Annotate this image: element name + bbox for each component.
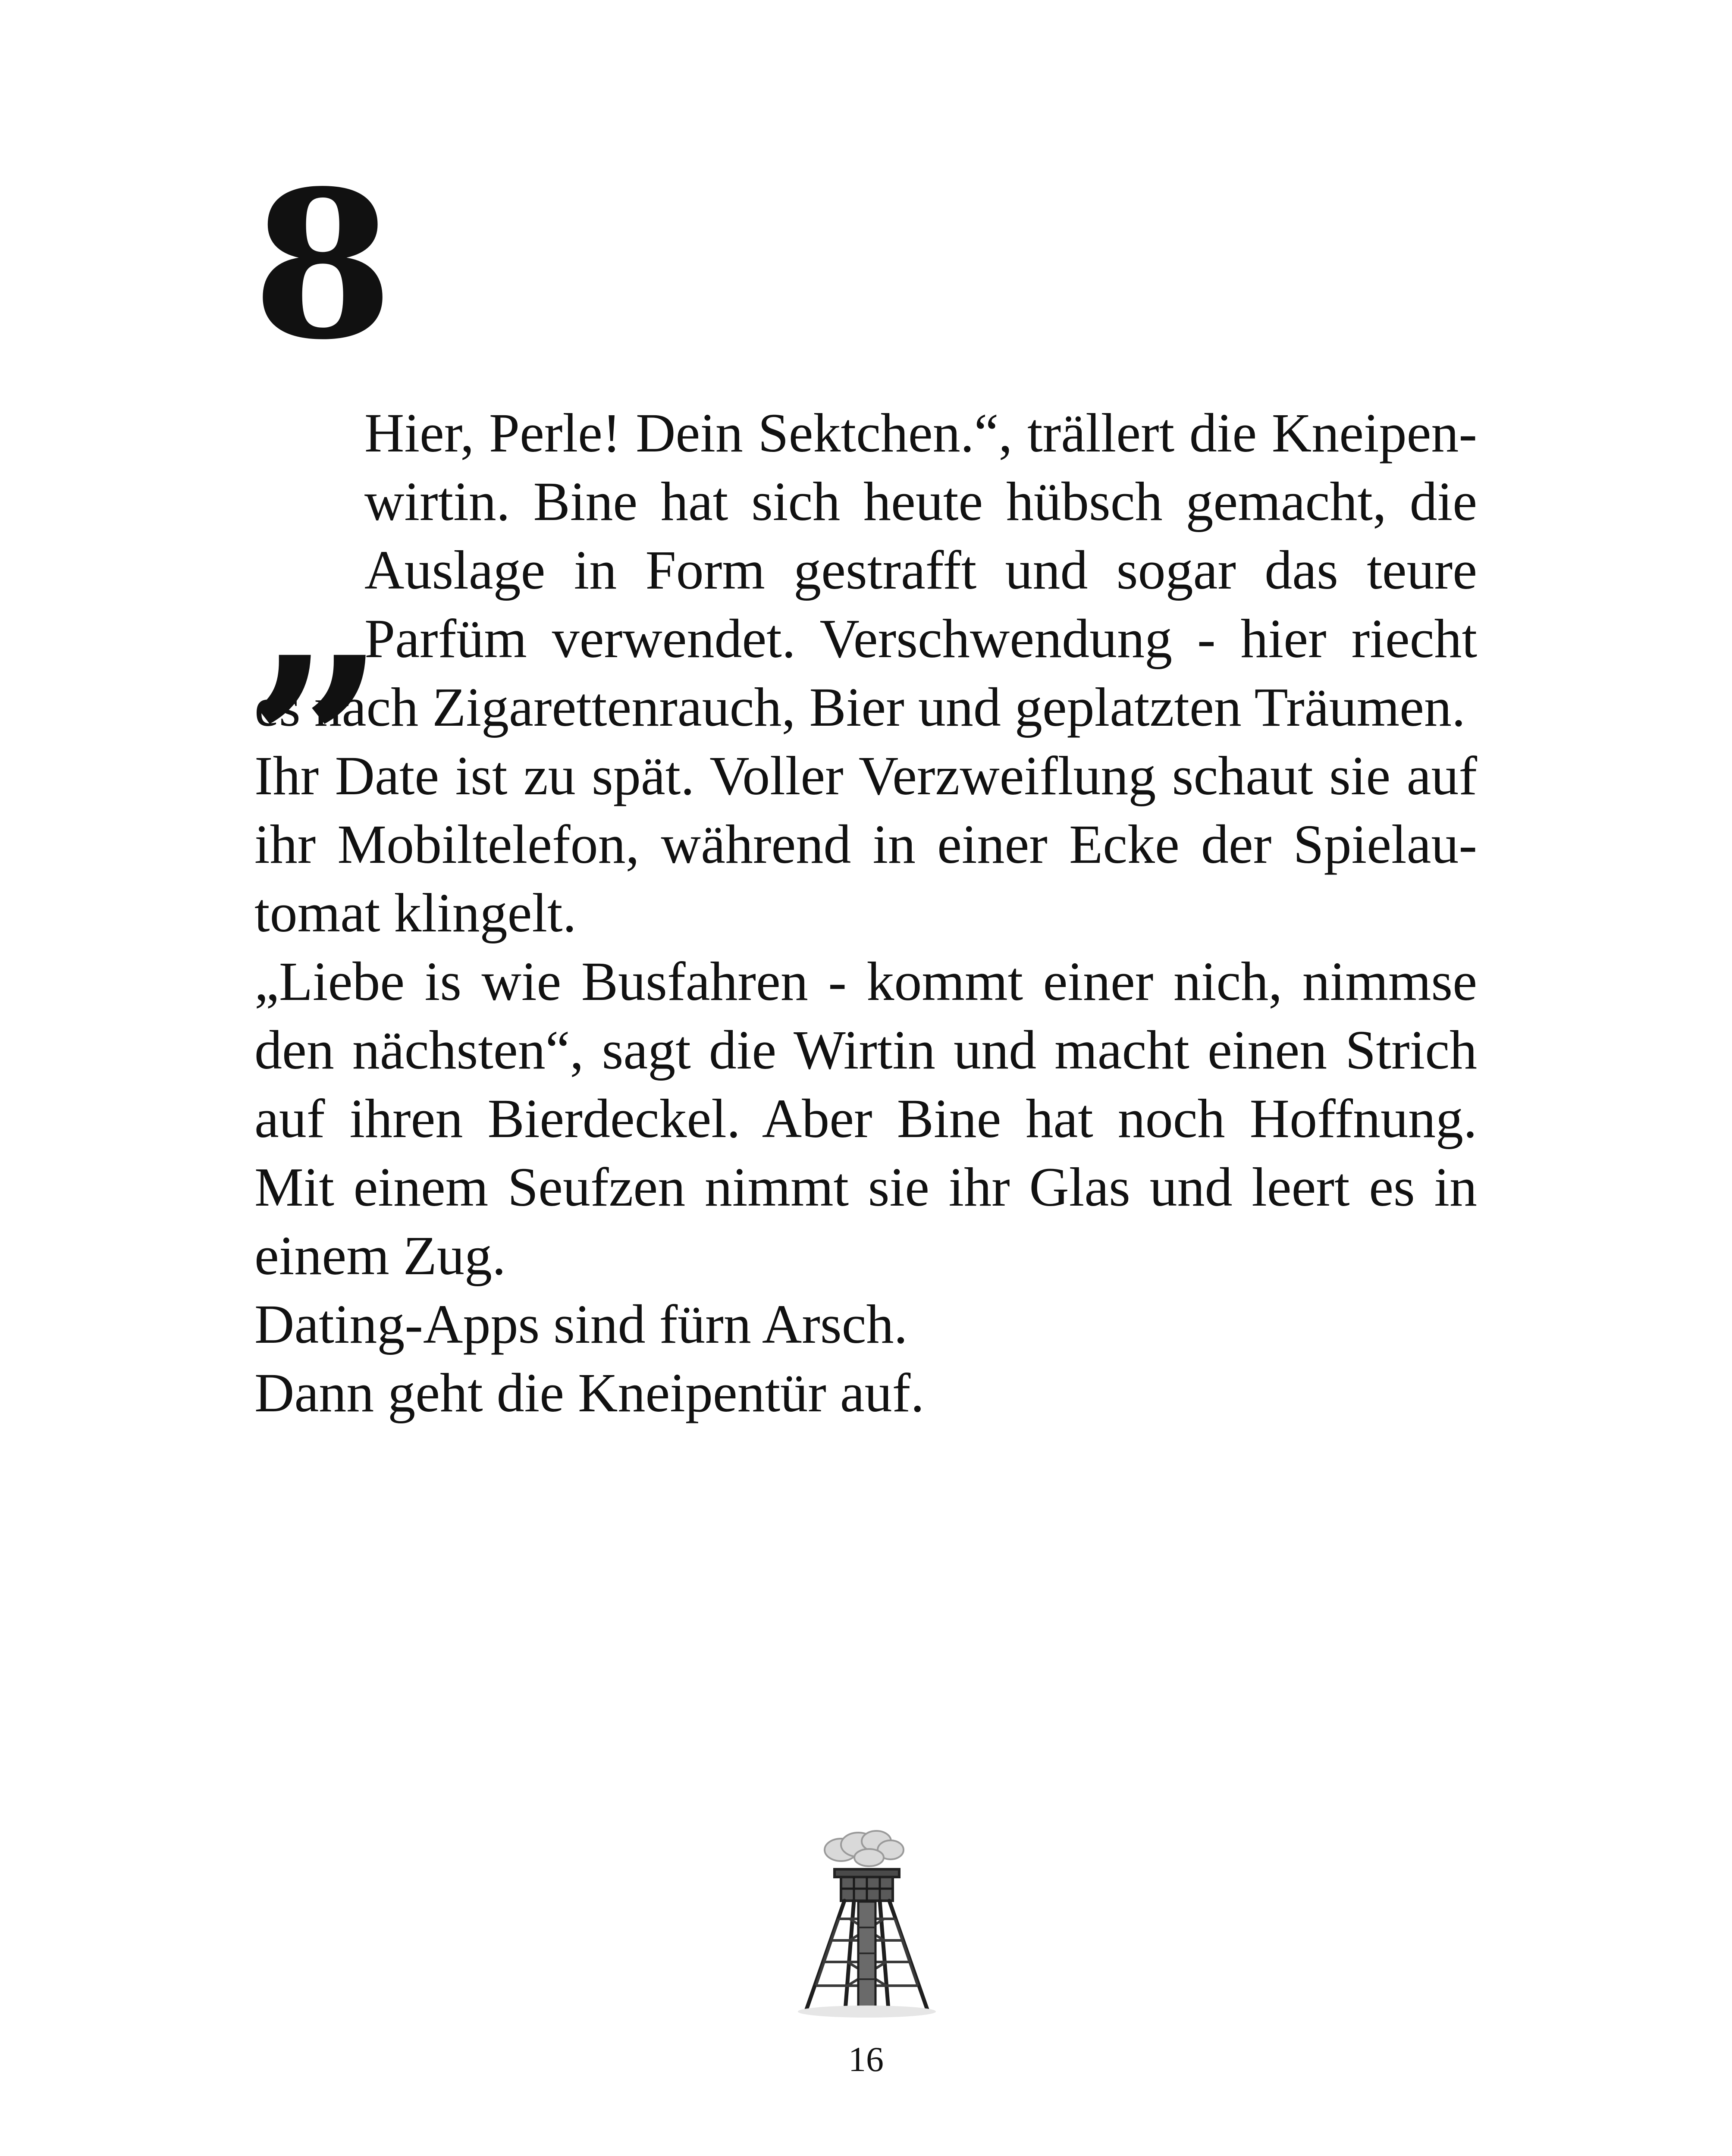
paragraph-5: Dann geht die Kneipentür auf. [254,1362,925,1423]
paragraph-3: „Liebe is wie Busfahren - kommt einer nich, nimmse den nächsten“, sagt die Wirtin und macht einen Strich auf ihren Bierdeckel. Aber Bine hat noch Hoffnung. Mit einem Seufzen nimmt sie ihr Glas und leert es in einem Zug. [254,951,1477,1286]
chapter-body [250,399,1477,1427]
page-number: 16 [848,2040,884,2079]
mine-headframe-icon [794,1828,940,2018]
paragraph-4: Dating-Apps sind fürn Arsch. [254,1294,908,1355]
drop-quote-glyph: „ [250,466,389,750]
paragraph-1 [250,399,1477,750]
drop-quote-mark [250,399,389,750]
chapter-number: 8 [252,146,394,384]
paragraph-1-text: Hier, Perle! Dein Sektchen.“, trällert die Kneipenwirtin. Bine hat sich heute hübsch gemacht, die Auslage in Form gestrafft und sogar das teure Parfüm verwendet. Verschwendung - hier riecht es nach Zigarettenrauch, Bier und geplatzten Träumen. [254,402,1477,738]
smoke-cloud [825,1831,904,1866]
paragraph-2: Ihr Date ist zu spät. Voller Verzweiflung schaut sie auf ihr Mobiltelefon, während in einer Ecke der Spielautomat klingelt. [254,745,1477,943]
